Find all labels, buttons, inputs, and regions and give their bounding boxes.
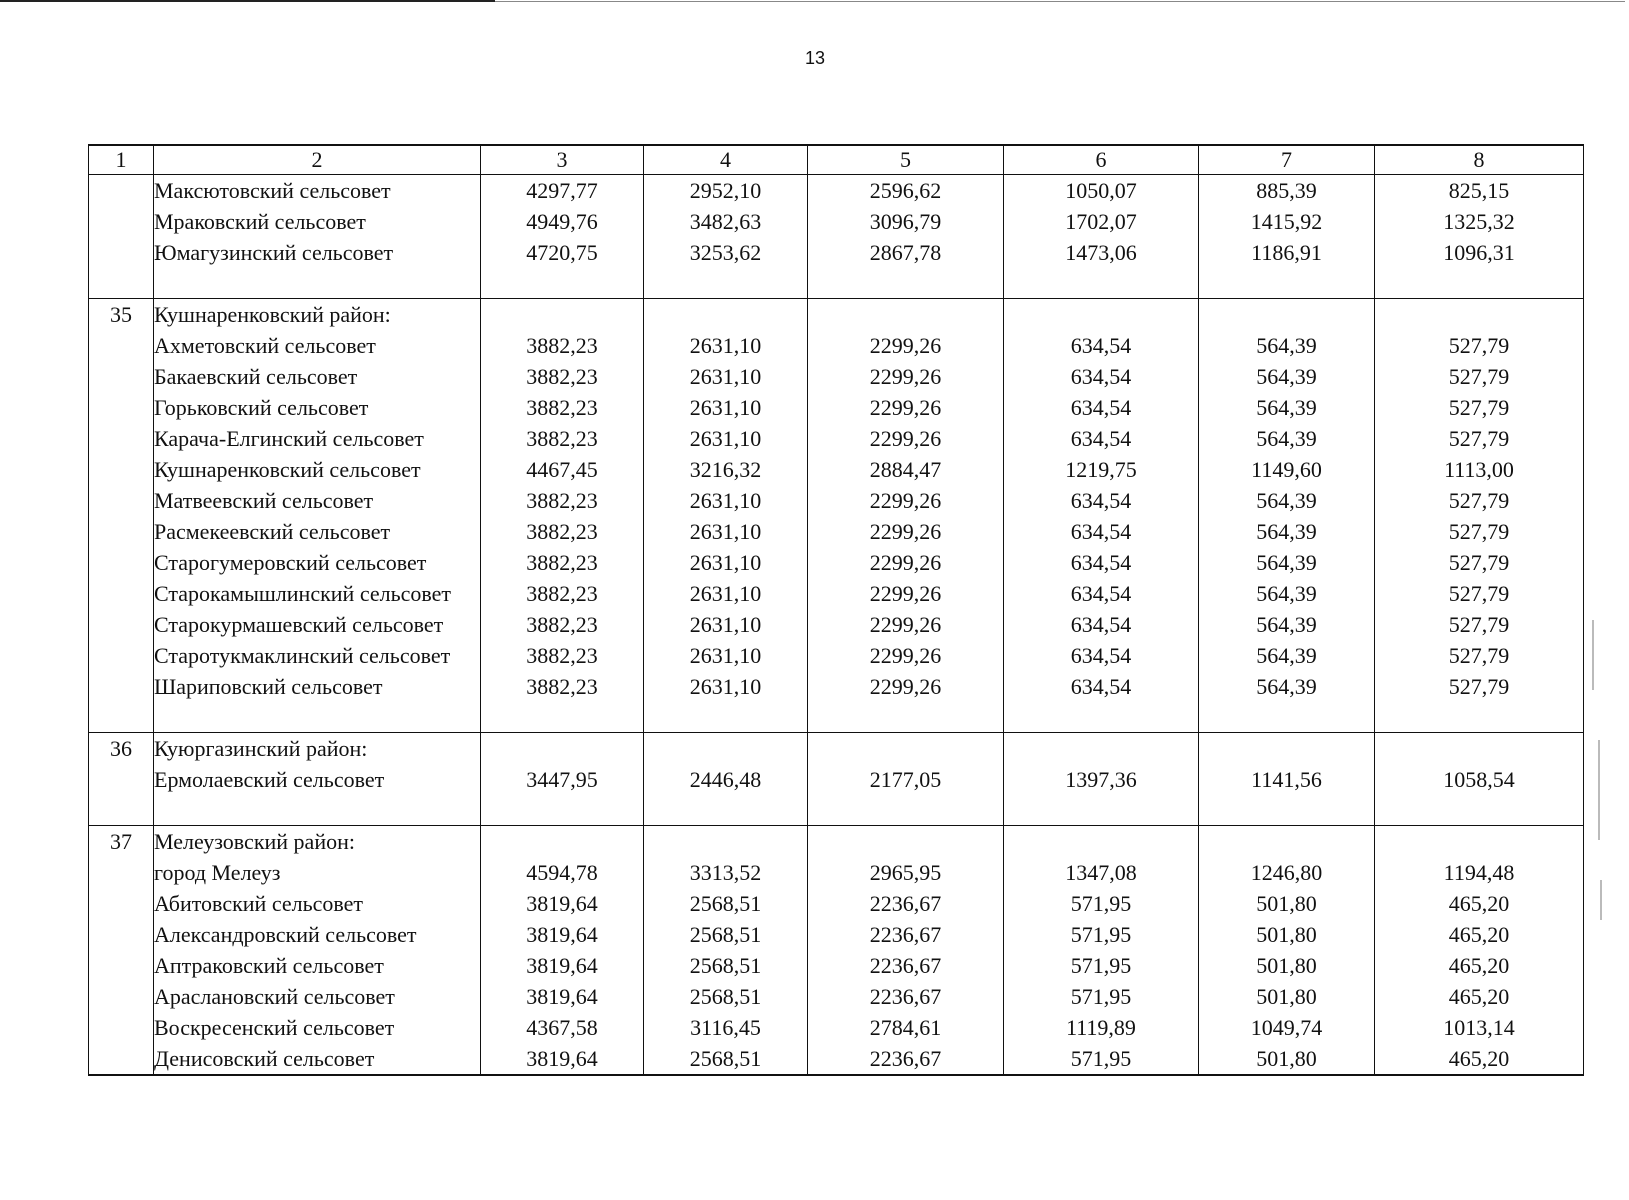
value-col-3: 3882,23 bbox=[481, 671, 644, 702]
group-number bbox=[89, 454, 154, 485]
empty-cell bbox=[1199, 826, 1375, 858]
value-col-4: 2631,10 bbox=[644, 485, 808, 516]
value-col-7: 564,39 bbox=[1199, 516, 1375, 547]
table-row bbox=[89, 888, 1584, 919]
empty-cell bbox=[481, 826, 644, 858]
value-col-5: 2299,26 bbox=[808, 547, 1004, 578]
value-col-6: 571,95 bbox=[1004, 919, 1199, 950]
value-col-7: 1246,80 bbox=[1199, 857, 1375, 888]
value-col-8: 465,20 bbox=[1375, 981, 1584, 1012]
value-col-8: 527,79 bbox=[1375, 361, 1584, 392]
table-body bbox=[89, 145, 1584, 1075]
value-col-5: 2784,61 bbox=[808, 1012, 1004, 1043]
header-cell-2: 2 bbox=[154, 145, 481, 175]
settlement-name: Мраковский сельсовет bbox=[154, 206, 481, 237]
header-cell-8: 8 bbox=[1375, 145, 1584, 175]
value-col-4: 2631,10 bbox=[644, 671, 808, 702]
empty-cell bbox=[808, 733, 1004, 765]
empty-cell bbox=[1199, 733, 1375, 765]
empty-cell bbox=[1199, 268, 1375, 299]
value-col-5: 2299,26 bbox=[808, 671, 1004, 702]
value-col-4: 2631,10 bbox=[644, 423, 808, 454]
empty-cell bbox=[154, 702, 481, 733]
value-col-6: 634,54 bbox=[1004, 609, 1199, 640]
value-col-3: 3447,95 bbox=[481, 764, 644, 795]
settlement-name: Ермолаевский сельсовет bbox=[154, 764, 481, 795]
group-number bbox=[89, 764, 154, 795]
value-col-5: 2236,67 bbox=[808, 919, 1004, 950]
value-col-4: 3482,63 bbox=[644, 206, 808, 237]
empty-cell bbox=[481, 795, 644, 826]
value-col-5: 2299,26 bbox=[808, 330, 1004, 361]
empty-cell bbox=[644, 702, 808, 733]
value-col-7: 1049,74 bbox=[1199, 1012, 1375, 1043]
empty-cell bbox=[644, 795, 808, 826]
scan-edge-mark bbox=[1600, 880, 1602, 920]
group-number bbox=[89, 1043, 154, 1075]
group-number bbox=[89, 392, 154, 423]
value-col-4: 3313,52 bbox=[644, 857, 808, 888]
table-row bbox=[89, 764, 1584, 795]
empty-cell bbox=[1004, 733, 1199, 765]
table-row bbox=[89, 919, 1584, 950]
group-number bbox=[89, 485, 154, 516]
table-row bbox=[89, 237, 1584, 268]
district-title: Куюргазинский район: bbox=[154, 733, 481, 765]
empty-cell bbox=[1375, 702, 1584, 733]
empty-cell bbox=[1199, 795, 1375, 826]
empty-cell bbox=[89, 795, 154, 826]
value-col-5: 2236,67 bbox=[808, 1043, 1004, 1075]
group-number bbox=[89, 1012, 154, 1043]
settlement-name: Старотукмаклинский сельсовет bbox=[154, 640, 481, 671]
empty-cell bbox=[644, 268, 808, 299]
value-col-7: 564,39 bbox=[1199, 609, 1375, 640]
value-col-7: 564,39 bbox=[1199, 330, 1375, 361]
group-number bbox=[89, 175, 154, 207]
value-col-7: 564,39 bbox=[1199, 485, 1375, 516]
table-row bbox=[89, 547, 1584, 578]
value-col-3: 3882,23 bbox=[481, 640, 644, 671]
settlement-name: Юмагузинский сельсовет bbox=[154, 237, 481, 268]
empty-cell bbox=[1375, 795, 1584, 826]
value-col-8: 465,20 bbox=[1375, 919, 1584, 950]
header-cell-1: 1 bbox=[89, 145, 154, 175]
group-number bbox=[89, 578, 154, 609]
settlement-name: Карача-Елгинский сельсовет bbox=[154, 423, 481, 454]
group-number bbox=[89, 981, 154, 1012]
value-col-8: 1325,32 bbox=[1375, 206, 1584, 237]
group-number bbox=[89, 237, 154, 268]
empty-cell bbox=[1199, 702, 1375, 733]
value-col-7: 564,39 bbox=[1199, 547, 1375, 578]
value-col-3: 4949,76 bbox=[481, 206, 644, 237]
value-col-8: 825,15 bbox=[1375, 175, 1584, 207]
empty-cell bbox=[644, 826, 808, 858]
empty-cell bbox=[644, 733, 808, 765]
settlement-name: Расмекеевский сельсовет bbox=[154, 516, 481, 547]
value-col-3: 3819,64 bbox=[481, 950, 644, 981]
settlement-name: город Мелеуз bbox=[154, 857, 481, 888]
value-col-3: 3882,23 bbox=[481, 330, 644, 361]
value-col-5: 3096,79 bbox=[808, 206, 1004, 237]
table-row bbox=[89, 857, 1584, 888]
value-col-8: 527,79 bbox=[1375, 392, 1584, 423]
value-col-6: 1702,07 bbox=[1004, 206, 1199, 237]
value-col-3: 3882,23 bbox=[481, 392, 644, 423]
group-number bbox=[89, 609, 154, 640]
value-col-7: 564,39 bbox=[1199, 392, 1375, 423]
value-col-6: 1347,08 bbox=[1004, 857, 1199, 888]
empty-cell bbox=[481, 268, 644, 299]
value-col-8: 1194,48 bbox=[1375, 857, 1584, 888]
value-col-5: 2236,67 bbox=[808, 888, 1004, 919]
value-col-5: 2299,26 bbox=[808, 578, 1004, 609]
settlement-name: Кушнаренковский сельсовет bbox=[154, 454, 481, 485]
settlement-name: Бакаевский сельсовет bbox=[154, 361, 481, 392]
value-col-4: 2631,10 bbox=[644, 392, 808, 423]
value-col-6: 634,54 bbox=[1004, 671, 1199, 702]
group-title-row bbox=[89, 826, 1584, 858]
group-number: 37 bbox=[89, 826, 154, 858]
table-row bbox=[89, 950, 1584, 981]
empty-cell bbox=[481, 733, 644, 765]
value-col-7: 501,80 bbox=[1199, 1043, 1375, 1075]
empty-cell bbox=[1375, 733, 1584, 765]
group-number bbox=[89, 857, 154, 888]
empty-cell bbox=[481, 299, 644, 331]
value-col-5: 2965,95 bbox=[808, 857, 1004, 888]
value-col-4: 3253,62 bbox=[644, 237, 808, 268]
table-row bbox=[89, 609, 1584, 640]
page-number: 13 bbox=[804, 48, 826, 68]
value-col-3: 3882,23 bbox=[481, 516, 644, 547]
value-col-5: 2236,67 bbox=[808, 950, 1004, 981]
value-col-5: 2867,78 bbox=[808, 237, 1004, 268]
value-col-6: 571,95 bbox=[1004, 888, 1199, 919]
value-col-7: 564,39 bbox=[1199, 361, 1375, 392]
value-col-8: 527,79 bbox=[1375, 578, 1584, 609]
value-col-5: 2299,26 bbox=[808, 640, 1004, 671]
table-row bbox=[89, 516, 1584, 547]
group-title-row bbox=[89, 733, 1584, 765]
value-col-5: 2236,67 bbox=[808, 981, 1004, 1012]
table-row bbox=[89, 1043, 1584, 1075]
value-col-4: 2952,10 bbox=[644, 175, 808, 207]
settlement-name: Матвеевский сельсовет bbox=[154, 485, 481, 516]
empty-cell bbox=[1004, 268, 1199, 299]
value-col-5: 2177,05 bbox=[808, 764, 1004, 795]
value-col-8: 527,79 bbox=[1375, 609, 1584, 640]
scan-top-rule bbox=[0, 0, 495, 2]
empty-cell bbox=[1199, 299, 1375, 331]
value-col-7: 564,39 bbox=[1199, 578, 1375, 609]
settlement-name: Денисовский сельсовет bbox=[154, 1043, 481, 1075]
empty-cell bbox=[1004, 795, 1199, 826]
scan-edge-mark bbox=[1598, 740, 1600, 840]
value-col-7: 501,80 bbox=[1199, 950, 1375, 981]
value-col-3: 3819,64 bbox=[481, 919, 644, 950]
value-col-6: 1219,75 bbox=[1004, 454, 1199, 485]
settlement-name: Аптраковский сельсовет bbox=[154, 950, 481, 981]
table-row bbox=[89, 392, 1584, 423]
value-col-8: 1096,31 bbox=[1375, 237, 1584, 268]
group-spacer-row bbox=[89, 795, 1584, 826]
district-title: Мелеузовский район: bbox=[154, 826, 481, 858]
group-title-row bbox=[89, 299, 1584, 331]
empty-cell bbox=[89, 702, 154, 733]
group-number: 35 bbox=[89, 299, 154, 331]
header-cell-4: 4 bbox=[644, 145, 808, 175]
value-col-5: 2884,47 bbox=[808, 454, 1004, 485]
value-col-5: 2299,26 bbox=[808, 609, 1004, 640]
group-spacer-row bbox=[89, 268, 1584, 299]
value-col-3: 3882,23 bbox=[481, 578, 644, 609]
value-col-6: 634,54 bbox=[1004, 361, 1199, 392]
group-number bbox=[89, 950, 154, 981]
value-col-6: 634,54 bbox=[1004, 423, 1199, 454]
value-col-5: 2299,26 bbox=[808, 516, 1004, 547]
value-col-4: 2631,10 bbox=[644, 640, 808, 671]
header-cell-7: 7 bbox=[1199, 145, 1375, 175]
district-title: Кушнаренковский район: bbox=[154, 299, 481, 331]
value-col-5: 2299,26 bbox=[808, 392, 1004, 423]
value-col-7: 501,80 bbox=[1199, 919, 1375, 950]
table-row bbox=[89, 175, 1584, 207]
value-col-3: 4594,78 bbox=[481, 857, 644, 888]
value-col-4: 2568,51 bbox=[644, 1043, 808, 1075]
header-cell-3: 3 bbox=[481, 145, 644, 175]
value-col-6: 634,54 bbox=[1004, 516, 1199, 547]
settlement-name: Максютовский сельсовет bbox=[154, 175, 481, 207]
empty-cell bbox=[808, 826, 1004, 858]
empty-cell bbox=[154, 268, 481, 299]
empty-cell bbox=[1375, 826, 1584, 858]
group-number bbox=[89, 671, 154, 702]
table-row bbox=[89, 578, 1584, 609]
empty-cell bbox=[808, 299, 1004, 331]
value-col-4: 2631,10 bbox=[644, 361, 808, 392]
table-row bbox=[89, 423, 1584, 454]
value-col-3: 3882,23 bbox=[481, 485, 644, 516]
value-col-8: 465,20 bbox=[1375, 1043, 1584, 1075]
value-col-8: 1113,00 bbox=[1375, 454, 1584, 485]
empty-cell bbox=[1004, 702, 1199, 733]
header-cell-6: 6 bbox=[1004, 145, 1199, 175]
value-col-7: 564,39 bbox=[1199, 640, 1375, 671]
scan-top-rule-faint bbox=[495, 1, 1625, 2]
value-col-4: 2631,10 bbox=[644, 516, 808, 547]
value-col-5: 2299,26 bbox=[808, 423, 1004, 454]
settlement-name: Старокамышлинский сельсовет bbox=[154, 578, 481, 609]
value-col-3: 3882,23 bbox=[481, 609, 644, 640]
settlement-name: Горьковский сельсовет bbox=[154, 392, 481, 423]
settlement-name: Старокурмашевский сельсовет bbox=[154, 609, 481, 640]
value-col-8: 527,79 bbox=[1375, 485, 1584, 516]
value-col-3: 4467,45 bbox=[481, 454, 644, 485]
value-col-3: 3882,23 bbox=[481, 547, 644, 578]
empty-cell bbox=[1004, 299, 1199, 331]
group-number bbox=[89, 516, 154, 547]
group-number bbox=[89, 206, 154, 237]
settlement-name: Ахметовский сельсовет bbox=[154, 330, 481, 361]
value-col-6: 1050,07 bbox=[1004, 175, 1199, 207]
column-number-header bbox=[89, 145, 1584, 175]
value-col-6: 634,54 bbox=[1004, 547, 1199, 578]
group-number bbox=[89, 888, 154, 919]
settlement-name: Абитовский сельсовет bbox=[154, 888, 481, 919]
header-cell-5: 5 bbox=[808, 145, 1004, 175]
value-col-8: 1013,14 bbox=[1375, 1012, 1584, 1043]
group-number bbox=[89, 640, 154, 671]
empty-cell bbox=[808, 268, 1004, 299]
group-number: 36 bbox=[89, 733, 154, 765]
table-row bbox=[89, 981, 1584, 1012]
value-col-7: 501,80 bbox=[1199, 888, 1375, 919]
value-col-3: 4367,58 bbox=[481, 1012, 644, 1043]
value-col-4: 3116,45 bbox=[644, 1012, 808, 1043]
value-col-6: 634,54 bbox=[1004, 640, 1199, 671]
value-col-4: 2568,51 bbox=[644, 950, 808, 981]
empty-cell bbox=[89, 268, 154, 299]
value-col-3: 3819,64 bbox=[481, 981, 644, 1012]
value-col-3: 4297,77 bbox=[481, 175, 644, 207]
value-col-3: 3819,64 bbox=[481, 1043, 644, 1075]
data-table bbox=[88, 144, 1584, 1076]
empty-cell bbox=[1375, 299, 1584, 331]
value-col-4: 2631,10 bbox=[644, 547, 808, 578]
table-row bbox=[89, 640, 1584, 671]
table-row bbox=[89, 361, 1584, 392]
value-col-6: 1473,06 bbox=[1004, 237, 1199, 268]
table-row bbox=[89, 485, 1584, 516]
value-col-8: 527,79 bbox=[1375, 423, 1584, 454]
value-col-7: 501,80 bbox=[1199, 981, 1375, 1012]
empty-cell bbox=[481, 702, 644, 733]
table-row bbox=[89, 206, 1584, 237]
value-col-7: 564,39 bbox=[1199, 423, 1375, 454]
empty-cell bbox=[1004, 826, 1199, 858]
value-col-8: 465,20 bbox=[1375, 888, 1584, 919]
empty-cell bbox=[1375, 268, 1584, 299]
value-col-4: 2568,51 bbox=[644, 981, 808, 1012]
group-number bbox=[89, 361, 154, 392]
empty-cell bbox=[808, 702, 1004, 733]
value-col-7: 564,39 bbox=[1199, 671, 1375, 702]
table-row bbox=[89, 330, 1584, 361]
group-number bbox=[89, 423, 154, 454]
value-col-7: 1415,92 bbox=[1199, 206, 1375, 237]
value-col-7: 1141,56 bbox=[1199, 764, 1375, 795]
scan-edge-mark bbox=[1592, 620, 1594, 690]
value-col-6: 1119,89 bbox=[1004, 1012, 1199, 1043]
value-col-8: 1058,54 bbox=[1375, 764, 1584, 795]
value-col-6: 634,54 bbox=[1004, 330, 1199, 361]
group-number bbox=[89, 547, 154, 578]
group-spacer-row bbox=[89, 702, 1584, 733]
value-col-8: 527,79 bbox=[1375, 640, 1584, 671]
table-row bbox=[89, 671, 1584, 702]
value-col-3: 3882,23 bbox=[481, 423, 644, 454]
settlement-name: Араслановский сельсовет bbox=[154, 981, 481, 1012]
group-number bbox=[89, 919, 154, 950]
value-col-6: 634,54 bbox=[1004, 392, 1199, 423]
table-row bbox=[89, 454, 1584, 485]
value-col-6: 1397,36 bbox=[1004, 764, 1199, 795]
value-col-7: 1149,60 bbox=[1199, 454, 1375, 485]
value-col-4: 2568,51 bbox=[644, 919, 808, 950]
value-col-6: 571,95 bbox=[1004, 981, 1199, 1012]
empty-cell bbox=[154, 795, 481, 826]
value-col-5: 2596,62 bbox=[808, 175, 1004, 207]
value-col-4: 2568,51 bbox=[644, 888, 808, 919]
value-col-4: 2446,48 bbox=[644, 764, 808, 795]
value-col-6: 634,54 bbox=[1004, 578, 1199, 609]
value-col-8: 527,79 bbox=[1375, 330, 1584, 361]
settlement-name: Александровский сельсовет bbox=[154, 919, 481, 950]
value-col-8: 527,79 bbox=[1375, 547, 1584, 578]
value-col-6: 571,95 bbox=[1004, 950, 1199, 981]
value-col-3: 3882,23 bbox=[481, 361, 644, 392]
value-col-7: 1186,91 bbox=[1199, 237, 1375, 268]
value-col-4: 3216,32 bbox=[644, 454, 808, 485]
table-row bbox=[89, 1012, 1584, 1043]
value-col-6: 571,95 bbox=[1004, 1043, 1199, 1075]
value-col-6: 634,54 bbox=[1004, 485, 1199, 516]
value-col-4: 2631,10 bbox=[644, 330, 808, 361]
value-col-4: 2631,10 bbox=[644, 578, 808, 609]
value-col-5: 2299,26 bbox=[808, 485, 1004, 516]
value-col-8: 465,20 bbox=[1375, 950, 1584, 981]
settlement-name: Шариповский сельсовет bbox=[154, 671, 481, 702]
value-col-3: 3819,64 bbox=[481, 888, 644, 919]
value-col-5: 2299,26 bbox=[808, 361, 1004, 392]
value-col-8: 527,79 bbox=[1375, 671, 1584, 702]
settlement-name: Старогумеровский сельсовет bbox=[154, 547, 481, 578]
empty-cell bbox=[644, 299, 808, 331]
value-col-7: 885,39 bbox=[1199, 175, 1375, 207]
settlement-name: Воскресенский сельсовет bbox=[154, 1012, 481, 1043]
empty-cell bbox=[808, 795, 1004, 826]
value-col-3: 4720,75 bbox=[481, 237, 644, 268]
group-number bbox=[89, 330, 154, 361]
value-col-8: 527,79 bbox=[1375, 516, 1584, 547]
value-col-4: 2631,10 bbox=[644, 609, 808, 640]
